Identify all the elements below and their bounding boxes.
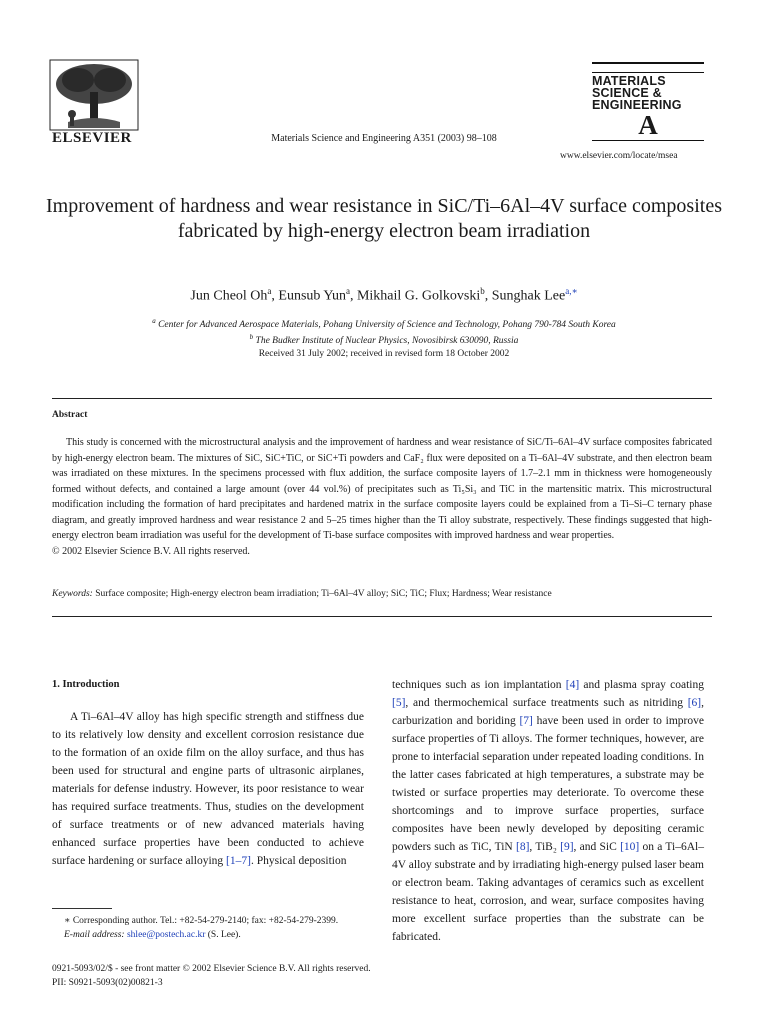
abstract-copyright: © 2002 Elsevier Science B.V. All rights reserved. [52,545,250,557]
corresponding-author-note: ∗ Corresponding author. Tel.: +82-54-279-2140; fax: +82-54-279-2399. [64,916,339,926]
abstract-heading: Abstract [52,410,88,420]
journal-logo [592,62,704,141]
author-name: Jun Cheol Oh [190,288,268,304]
citation-link[interactable]: [4] [565,679,580,691]
affiliation-line [40,332,728,348]
affiliation-mark: a [152,317,156,325]
author-affil-mark: a [345,286,350,296]
section-heading: 1. Introduction [52,679,120,690]
author-affil-mark: a [267,286,272,296]
journal-logo-line-3: ENGINEERING [592,98,682,112]
bottom-info [52,962,371,990]
divider-top [52,398,712,399]
affiliation-text: Center for Advanced Aerospace Materials, Pohang University of Science and Technology, Pohang 790-784 South Korea [158,320,616,331]
email-label: E-mail address: [64,930,125,940]
citation-link[interactable]: [7] [519,715,533,727]
author-affil-mark: b [480,286,485,296]
publisher-name: ELSEVIER [52,130,132,146]
affiliation-text: The Budker Institute of Nuclear Physics, Novosibirsk 630090, Russia [255,335,519,346]
received-dates: Received 31 July 2002; received in revised form 18 October 2002 [258,349,510,359]
citation-link[interactable]: [5] [392,697,406,709]
abstract-text: This study is concerned with the microstructural analysis and the improvement of hardness and wear resistance of SiC/Ti–6Al–4V surface composites fabricated by high-energy electron beam. The mixtures of SiC, SiC+TiC, or SiC+Ti powders and CaF₂ flux were deposited on a Ti–6Al–4V substrate, and then electron beam was irradiated on these mixtures. In the specimens processed with flux addition, the surface composite layers of 1.7–2.1 mm in thickness were homogeneously formed without defects, and contained a large amount (over 44 vol.%) of precipitates such as Ti₅Si₃ and TiC in the martensitic matrix. This microstructural modification including the formation of hard precipitates and hardened matrix in the surface composite layers could be explained from a Ti–Si–C ternary phase diagram, and greatly improved hardness and wear resistance 2 and 5–25 times higher than the Ti alloy substrate, respectively. These findings suggested that high-energy electron beam irradiation was useful for the development of Ti-base surface composites with improved hardness and wear properties. [52,437,712,541]
pii-line: PII: S0921-5093(02)00821-3 [52,978,163,988]
journal-url[interactable]: www.elsevier.com/locate/msea [560,151,678,161]
body-text: on a Ti–6Al–4V alloy substrate and by irradiating high-energy pulsed laser beam or electron beam. Taking advantages of ceramics such as excellent resistance to heat, corrosion, and wear, surface composites having more excellent surface properties than the substrate can be fabricated. [392,841,704,943]
body-text: , and thermochemical surface treatments such as nitriding [405,697,688,709]
column-left [52,676,364,870]
affiliations [40,316,728,347]
keywords [52,589,712,599]
body-text: , and SiC [573,841,621,853]
keywords-label: Keywords: [52,589,93,599]
author-affil-mark[interactable]: a,∗ [565,286,578,296]
article-title: Improvement of hardness and wear resistance in SiC/Ti–6Al–4V surface composites fabricated by high-energy electron beam irradiation [46,195,722,242]
abstract-body [52,435,712,559]
journal-logo-line-2: SCIENCE & [592,86,662,100]
body-text: , carburization and boriding [392,697,704,727]
journal-logo-line-1: MATERIALS [592,74,666,88]
journal-logo-letter: A [638,110,658,140]
affiliation-mark: b [249,332,254,341]
citation-link[interactable]: [9] [560,841,574,853]
body-text: A Ti–6Al–4V alloy has high specific strength and stiffness due to its relatively low density and excellent corrosion resistance due to the formation of an oxide film on the alloy surface, and thus has been used for structural and engine parts of ultrasonic airplanes, materials for defense industry. However, its poor resistance to wear has required surface treatments. Thus, studies on the development of surface treatments or of new advanced materials having enhanced surface properties have been conducted to achieve surface hardening or surface alloying [52,711,364,867]
affiliation-line [40,316,728,332]
citation-link[interactable]: [8] [516,841,530,853]
divider-bottom [52,616,712,617]
citation-link[interactable]: [10] [620,841,640,853]
body-text: have been used in order to improve surface properties of Ti alloys. The former techniques, however, are prone to interfacial separation under repeated loading conditions. In the latter cases fabricated at high temperatures, a substrate may be twisted or surface properties may deteriorate. To overcome these shortcomings and to improve surface properties, surface composites have been newly developed by depositing ceramic powders such as TiC, TiN [392,715,704,853]
author-list: Jun Cheol Oh$^a$, Eunsub Yun$^a$, Mikhail G. Golkovski$^b$, Sunghak Lee$^{a,∗}$ [190,286,578,304]
author-name: Sunghak Lee [491,288,566,304]
author-name: Mikhail G. Golkovski [356,288,481,304]
body-text: . Physical deposition [250,855,347,867]
issn-line: 0921-5093/02/$ - see front matter © 2002 Elsevier Science B.V. All rights reserved. [52,964,371,974]
email-line [52,928,366,942]
email-link[interactable]: shlee@postech.ac.kr [126,930,206,940]
intro-paragraph-left [52,708,364,870]
journal-citation: Materials Science and Engineering A351 (2003) 98–108 [271,133,497,144]
body-text: , TiB₂ [529,841,561,853]
citation-link[interactable]: [6] [687,697,702,709]
intro-paragraph-right [392,676,704,946]
email-suffix: (S. Lee). [205,930,241,940]
body-text: and plasma spray coating [579,679,704,691]
column-right [392,676,704,946]
citation-link[interactable]: [1–7] [226,855,251,867]
footnote-divider [52,908,112,909]
author-name: Eunsub Yun [278,288,346,304]
footnote [52,914,366,942]
body-text: techniques such as ion implantation [392,679,566,691]
keywords-text: Surface composite; High-energy electron beam irradiation; Ti–6Al–4V alloy; SiC; TiC; Flux; Hardness; Wear resistance [95,589,552,599]
